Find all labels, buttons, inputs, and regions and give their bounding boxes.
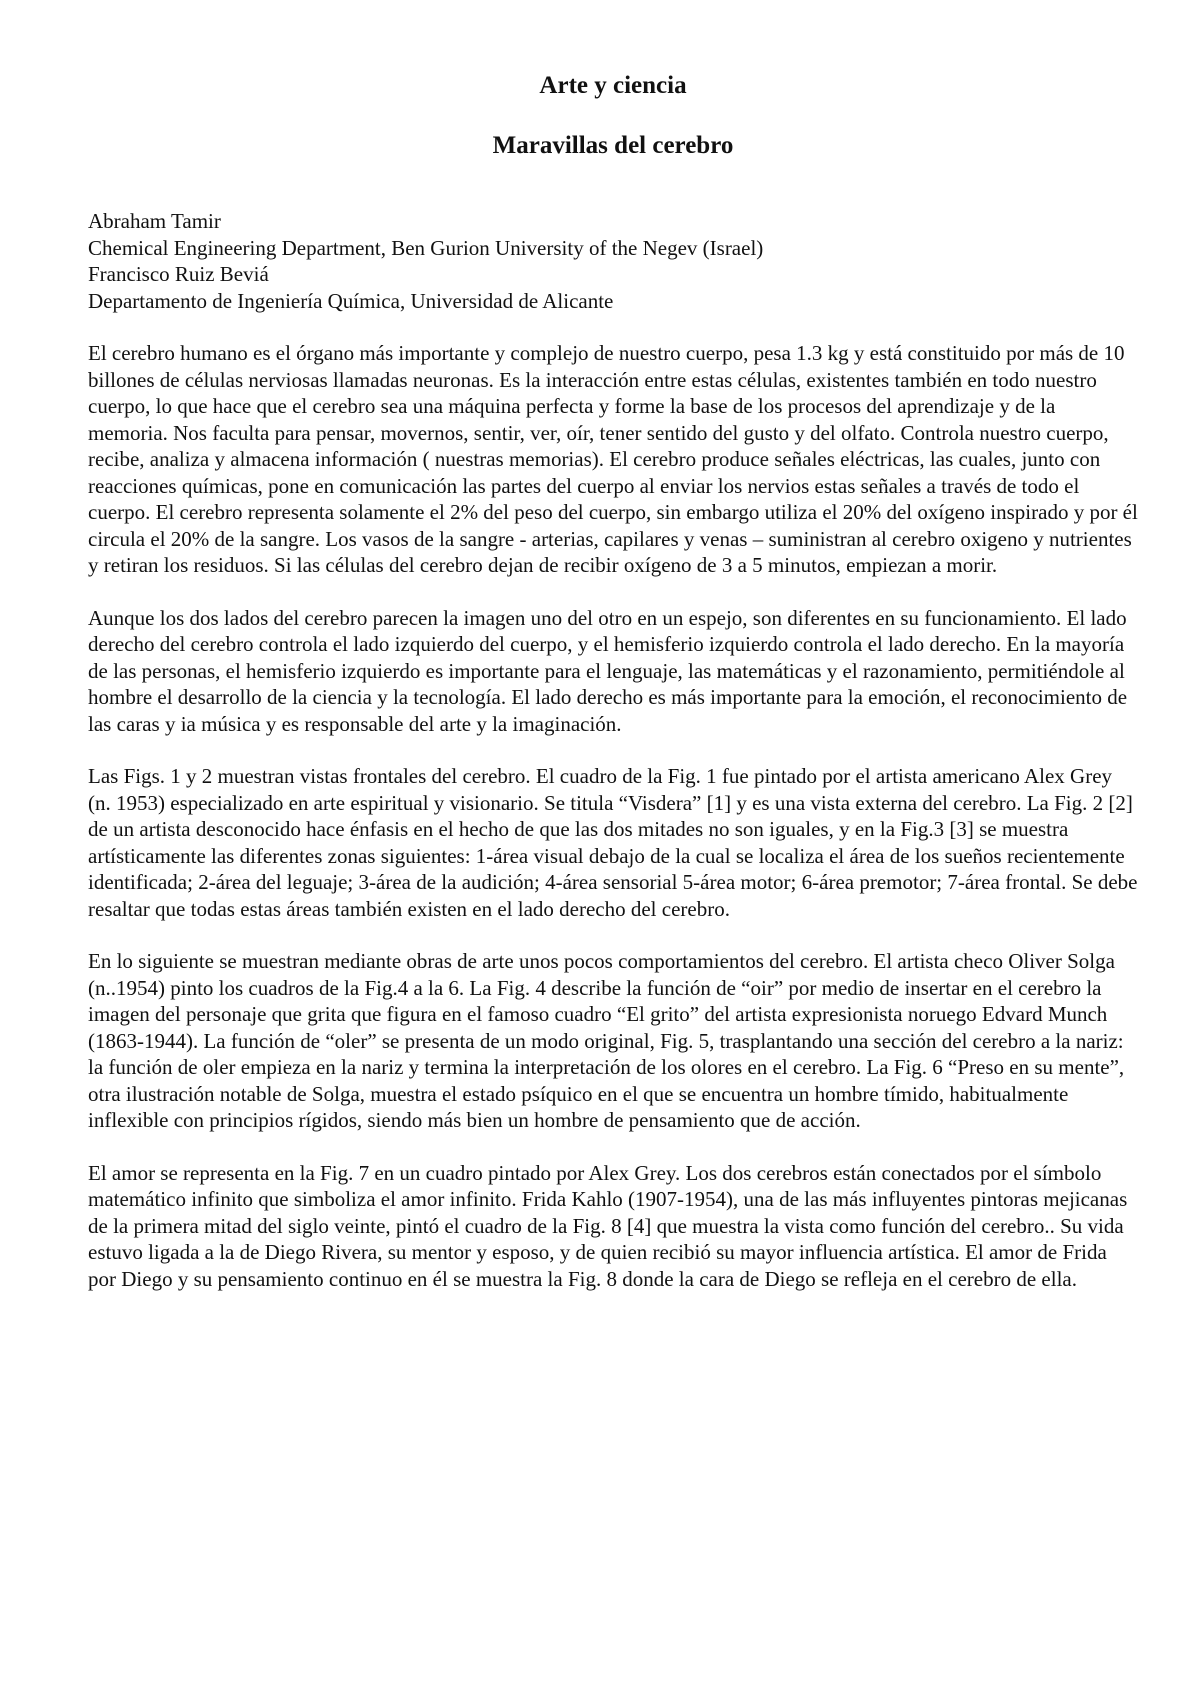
paragraph-2: Aunque los dos lados del cerebro parecen la imagen uno del otro en un espejo, son diferentes en su funcionamiento. El lado derecho del cerebro controla el lado izquierdo del cuerpo, y el hemisferio izquierdo controla el lado derecho. En la mayoría de las personas, el hemisferio izquierdo es importante para el lenguaje, las matemáticas y el razonamiento, permitiéndole al hombre el desarrollo de la ciencia y la tecnología. El lado derecho es más importante para la emoción, el reconocimiento de las caras y ia música y es responsable del arte y la imaginación. — [88, 605, 1128, 736]
paragraph-3: Las Figs. 1 y 2 muestran vistas frontales del cerebro. El cuadro de la Fig. 1 fue pintado por el artista americano Alex Grey (n. 1953) especializado en arte espiritual y visionario. Se titula “Visdera” [1] y es una vista externa del cerebro. La Fig. 2 [2] de un artista desconocido hace énfasis en el hecho de que las dos mitades no son iguales, y en la Fig.3 [3] se muestra artísticamente las diferentes zonas siguientes: 1-área visual debajo de la cual se localiza el área de los sueños recientemente identificada; 2-área del leguaje; 3-área de la audición; 4-área sensorial 5-área motor; 6-área premotor; 7-área frontal. Se debe resaltar que todas estas áreas también existen en el lado derecho del cerebro. — [88, 764, 1138, 921]
author-affiliation-2: Departamento de Ingeniería Química, Universidad de Alicante — [88, 288, 614, 313]
paragraph-1: El cerebro humano es el órgano más importante y complejo de nuestro cuerpo, pesa 1.3 kg y está constituido por más de 10 billones de células nerviosas llamadas neuronas. Es la interacción entre estas células, existentes también en todo nuestro cuerpo, lo que hace que el cerebro sea una máquina perfecta y forme la base de los procesos del aprendizaje y de la memoria. Nos faculta para pensar, movernos, sentir, ver, oír, tener sentido del gusto y del olfato. Controla nuestro cuerpo, recibe, analiza y almacena información ( nuestras memorias). El cerebro produce señales eléctricas, las cuales, junto con reacciones químicas, pone en comunicación las partes del cuerpo al enviar los nervios estas señales a través de todo el cuerpo. El cerebro representa solamente el 2% del peso del cuerpo, sin embargo utiliza el 20% del oxígeno inspirado y por él circula el 20% de la sangre. Los vasos de la sangre - arterias, capilares y venas – suministran al cerebro oxigeno y nutrientes y retiran los residuos. Si las células del cerebro dejan de recibir oxígeno de 3 a 5 minutos, empiezan a morir. — [88, 341, 1138, 577]
author-block — [88, 208, 1138, 314]
author-name-2: Francisco Ruiz Beviá — [88, 262, 269, 286]
document-subtitle: Maravillas del cerebro — [492, 132, 734, 159]
document-page — [88, 70, 1138, 1292]
author-affiliation-1: Chemical Engineering Department, Ben Gurion University of the Negev (Israel) — [88, 235, 764, 260]
paragraph-5: El amor se representa en la Fig. 7 en un cuadro pintado por Alex Grey. Los dos cerebros están conectados por el símbolo matemático infinito que simboliza el amor infinito. Frida Kahlo (1907-1954), una de las más influyentes pintoras mejicanas de la primera mitad del siglo veinte, pintó el cuadro de la Fig. 8 [4] que muestra la vista como función del cerebro.. Su vida estuvo ligada a la de Diego Rivera, su mentor y esposo, y de quien recibió su mayor influencia artística. El amor de Frida por Diego y su pensamiento continuo en él se muestra la Fig. 8 donde la cara de Diego se refleja en el cerebro de ella. — [88, 1160, 1128, 1291]
document-title: Arte y ciencia — [539, 72, 687, 99]
author-name-1: Abraham Tamir — [88, 209, 221, 233]
paragraph-4: En lo siguiente se muestran mediante obras de arte unos pocos comportamientos del cerebro. El artista checo Oliver Solga (n..1954) pinto los cuadros de la Fig.4 a la 6. La Fig. 4 describe la función de “oir” por medio de insertar en el cerebro la imagen del personaje que grita que figura en el famoso cuadro “El grito” del artista expresionista noruego Edvard Munch (1863-1944). La función de “oler” se presenta de un modo original, Fig. 5, trasplantando una sección del cerebro a la nariz: la función de oler empieza en la nariz y termina la interpretación de los olores en el cerebro. La Fig. 6 “Preso en su mente”, otra ilustración notable de Solga, muestra el estado psíquico en el que se encuentra un hombre tímido, habitualmente inflexible con principios rígidos, siendo más bien un hombre de pensamiento que de acción. — [88, 949, 1125, 1132]
